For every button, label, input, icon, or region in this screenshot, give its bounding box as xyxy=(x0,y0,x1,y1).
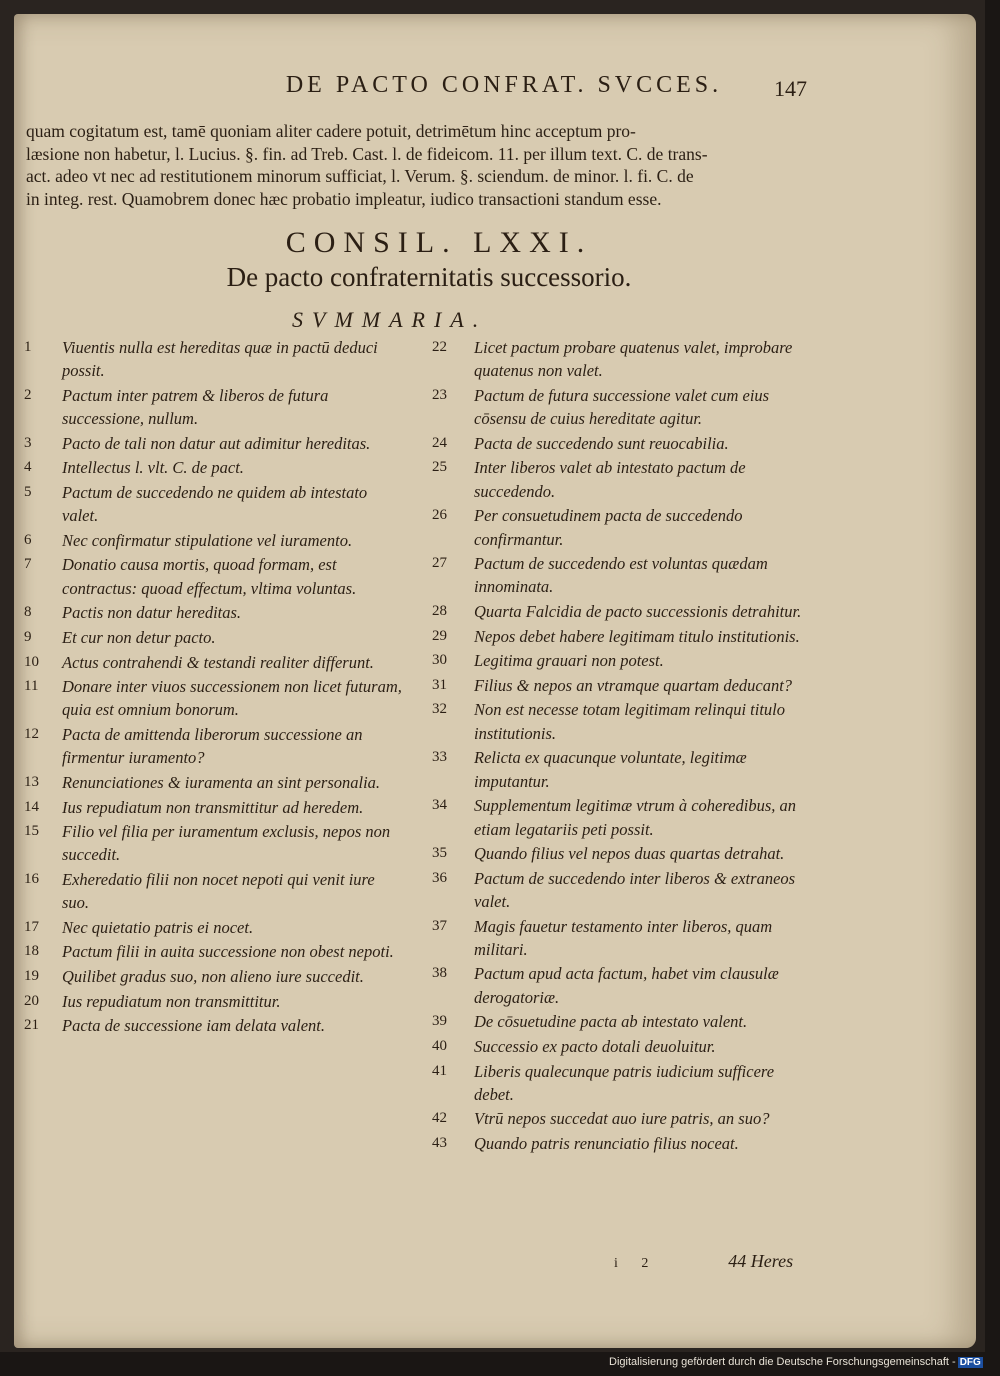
entry-text: Pacta de amittenda liberorum successione an firmentur iuramento? xyxy=(62,725,363,768)
entry-text: Actus contrahendi & testandi realiter differunt. xyxy=(62,652,374,672)
summary-entry xyxy=(426,625,816,648)
entry-number: 10 xyxy=(24,653,39,670)
summary-entry xyxy=(426,504,816,551)
signature-mark: i 2 xyxy=(614,1256,659,1271)
entry-text: Vtrū nepos succedat auo iure patris, an suo? xyxy=(474,1109,770,1129)
entry-number: 13 xyxy=(24,773,39,790)
consil-title: CONSIL. LXXI. xyxy=(285,226,593,259)
entry-text: De cōsuetudine pacta ab intestato valent. xyxy=(474,1012,748,1032)
summary-entry xyxy=(20,481,410,528)
running-head: DE PACTO CONFRAT. SVCCES. xyxy=(285,72,723,98)
book-page xyxy=(14,14,976,1348)
entry-number: 23 xyxy=(432,386,447,403)
entry-text: Pactis non datur hereditas. xyxy=(62,603,242,623)
entry-text: Quando filius vel nepos duas quartas detrahat. xyxy=(474,844,785,864)
summary-column-left xyxy=(20,336,410,1039)
summary-column-right xyxy=(426,336,816,1157)
entry-text: Pacta de successione iam delata valent. xyxy=(62,1016,326,1036)
entry-text: Nec confirmatur stipulatione vel iuramento. xyxy=(62,530,353,550)
summary-entry xyxy=(20,1014,410,1037)
summary-entry xyxy=(426,1060,816,1107)
summary-entry xyxy=(20,675,410,722)
summary-entry xyxy=(20,723,410,770)
entry-text: Successio ex pacto dotali deuoluitur. xyxy=(474,1036,716,1056)
entry-text: Pactum de futura successione valet cum eius cōsensu de cuius hereditate agitur. xyxy=(474,385,770,429)
entry-text: Non est necesse totam legitimam relinqui titulo institutionis. xyxy=(474,700,786,743)
entry-text: Pacto de tali non datur aut adimitur hereditas. xyxy=(62,433,371,453)
entry-number: 29 xyxy=(432,627,447,644)
entry-number: 20 xyxy=(24,992,39,1009)
summary-entry xyxy=(20,868,410,915)
entry-text: Relicta ex quacunque voluntate, legitimæ imputantur. xyxy=(474,748,747,791)
entry-text: Intellectus l. vlt. C. de pact. xyxy=(62,458,244,478)
summary-entry xyxy=(20,529,410,552)
entry-number: 12 xyxy=(24,726,39,743)
entry-text: Quilibet gradus suo, non alieno iure succedit. xyxy=(62,967,364,987)
entry-text: Legitima grauari non potest. xyxy=(474,651,664,671)
summary-entry xyxy=(426,867,816,914)
entry-number: 38 xyxy=(432,965,447,982)
entry-text: Liberis qualecunque patris iudicium sufficere debet. xyxy=(474,1061,775,1104)
entry-number: 33 xyxy=(432,749,447,766)
summary-entry xyxy=(20,916,410,939)
entry-text: Viuentis nulla est hereditas quæ in pactū deduci possit. xyxy=(62,338,378,381)
entry-text: Ius repudiatum non transmittitur. xyxy=(62,991,281,1011)
entry-number: 16 xyxy=(24,870,39,887)
entry-text: Pactum apud acta factum, habet vim clausulæ derogatoriæ. xyxy=(474,964,779,1007)
entry-text: Inter liberos valet ab intestato pactum de succedendo. xyxy=(474,458,746,501)
entry-number: 28 xyxy=(432,603,447,620)
entry-text: Et cur non detur pacto. xyxy=(62,627,216,647)
entry-text: Filio vel filia per iuramentum exclusis, nepos non succedit. xyxy=(62,822,391,865)
intro-line: act. adeo vt nec ad restitutionem minorum sufficiat, l. Verum. §. sciendum. de minor. l. fi. C. de xyxy=(26,166,694,186)
entry-text: Pactum de succedendo est voluntas quædam innominata. xyxy=(474,554,768,597)
entry-number: 2 xyxy=(24,386,32,403)
page-number: 147 xyxy=(774,76,807,101)
entry-text: Renunciationes & iuramenta an sint personalia. xyxy=(62,772,381,792)
summary-entry xyxy=(426,456,816,503)
entry-number: 34 xyxy=(432,797,447,814)
entry-text: Licet pactum probare quatenus valet, improbare quatenus non valet. xyxy=(474,338,793,381)
digitization-footer xyxy=(609,1356,983,1368)
entry-number: 6 xyxy=(24,531,32,548)
summary-entry xyxy=(20,820,410,867)
entry-number: 8 xyxy=(24,604,32,621)
entry-number: 3 xyxy=(24,434,32,451)
entry-number: 25 xyxy=(432,459,447,476)
intro-paragraph xyxy=(26,120,820,210)
entry-number: 22 xyxy=(432,339,447,355)
entry-number: 26 xyxy=(432,507,447,524)
dfg-logo: DFG xyxy=(959,1357,981,1368)
entry-text: Exheredatio filii non nocet nepoti qui venit iure suo. xyxy=(62,869,375,913)
entry-number: 30 xyxy=(432,652,447,669)
entry-text: Magis fauetur testamento inter liberos, quam militari. xyxy=(474,916,773,959)
summary-entry xyxy=(20,384,410,431)
summary-entry xyxy=(426,552,816,599)
entry-number: 14 xyxy=(24,798,39,815)
entry-text: Nec quietatio patris ei nocet. xyxy=(62,917,254,937)
entry-number: 17 xyxy=(24,918,39,935)
entry-text: Pactum inter patrem & liberos de futura successione, nullum. xyxy=(62,385,329,429)
entry-number: 32 xyxy=(432,701,447,718)
summary-entry xyxy=(20,940,410,963)
entry-number: 11 xyxy=(24,678,39,695)
intro-line: quam cogitatum est, tamē quoniam aliter cadere potuit, detrimētum hinc acceptum pro- xyxy=(26,121,636,141)
entry-text: Pactum filii in auita successione non obest nepoti. xyxy=(62,942,394,962)
intro-line: in integ. rest. Quamobrem donec hæc probatio impleatur, iudico transactioni standum esse. xyxy=(26,188,662,209)
consil-subtitle: De pacto confraternitatis successorio. xyxy=(226,262,632,292)
entry-text: Pactum de succedendo inter liberos & extraneos valet. xyxy=(474,868,796,911)
entry-number: 21 xyxy=(24,1017,39,1034)
entry-number: 5 xyxy=(24,483,32,500)
entry-number: 19 xyxy=(24,968,39,985)
entry-text: Ius repudiatum non transmittitur ad heredem. xyxy=(62,797,364,817)
entry-number: 36 xyxy=(432,869,447,886)
summary-entry xyxy=(20,990,410,1013)
summary-entry xyxy=(426,432,816,455)
summary-entry xyxy=(20,456,410,479)
summary-entry xyxy=(426,746,816,793)
summary-entry xyxy=(20,771,410,794)
summary-entry xyxy=(426,962,816,1009)
summary-entry xyxy=(426,1107,816,1130)
entry-number: 37 xyxy=(432,917,447,934)
entry-text: Nepos debet habere legitimam titulo institutionis. xyxy=(474,626,800,646)
entry-text: Pacta de succedendo sunt reuocabilia. xyxy=(474,433,729,453)
entry-number: 24 xyxy=(432,434,447,451)
entry-number: 43 xyxy=(432,1135,447,1152)
entry-text: Per consuetudinem pacta de succedendo confirmantur. xyxy=(474,506,743,549)
intro-line: læsione non habetur, l. Lucius. §. fin. ad Treb. Cast. l. de fideicom. 11. per illum text. C. de trans- xyxy=(26,143,708,164)
entry-number: 9 xyxy=(24,628,32,645)
entry-number: 15 xyxy=(24,823,39,840)
summary-entry xyxy=(426,698,816,745)
summaria-heading: SVMMARIA. xyxy=(292,307,488,332)
entry-text: Filius & nepos an vtramque quartam deducant? xyxy=(474,675,793,695)
summary-entry xyxy=(426,600,816,623)
summary-entry xyxy=(20,965,410,988)
catchline xyxy=(614,1251,814,1272)
entry-number: 41 xyxy=(432,1062,447,1079)
entry-text: Donare inter viuos successionem non licet futuram, quia est omnium bonorum. xyxy=(62,677,402,720)
entry-number: 7 xyxy=(24,556,32,573)
summary-entry xyxy=(426,1010,816,1033)
entry-text: Quarta Falcidia de pacto successionis detrahitur. xyxy=(474,602,802,622)
entry-number: 1 xyxy=(24,339,32,355)
summary-entry xyxy=(426,1035,816,1058)
summary-entry xyxy=(426,649,816,672)
summary-entry xyxy=(20,626,410,649)
summary-entry xyxy=(426,915,816,962)
summary-entry xyxy=(426,794,816,841)
entry-text: Supplementum legitimæ vtrum à coheredibus, an etiam legatariis peti possit. xyxy=(474,796,797,839)
summary-entry xyxy=(20,651,410,674)
entry-number: 31 xyxy=(432,676,447,693)
summary-entry xyxy=(20,796,410,819)
summary-entry xyxy=(20,553,410,600)
entry-number: 39 xyxy=(432,1013,447,1030)
entry-text: Pactum de succedendo ne quidem ab intestato valet. xyxy=(62,482,368,526)
entry-number: 27 xyxy=(432,555,447,572)
catchword: 44 Heres xyxy=(728,1251,794,1271)
summary-entry xyxy=(426,674,816,697)
summary-entry xyxy=(426,384,816,431)
footer-text: Digitalisierung gefördert durch die Deutsche Forschungsgemeinschaft - xyxy=(609,1356,956,1368)
summary-entry xyxy=(20,432,410,455)
summary-entry xyxy=(426,336,816,383)
summary-entry xyxy=(426,842,816,865)
summary-entry xyxy=(20,336,410,383)
entry-number: 18 xyxy=(24,943,39,960)
entry-number: 42 xyxy=(432,1110,447,1127)
summary-entry xyxy=(426,1132,816,1155)
entry-number: 40 xyxy=(432,1037,447,1054)
entry-number: 35 xyxy=(432,845,447,862)
entry-text: Donatio causa mortis, quoad formam, est contractus: quoad effectum, vltima voluntas. xyxy=(62,555,357,598)
entry-number: 4 xyxy=(24,459,32,476)
entry-text: Quando patris renunciatio filius noceat. xyxy=(474,1134,739,1154)
summary-entry xyxy=(20,601,410,624)
